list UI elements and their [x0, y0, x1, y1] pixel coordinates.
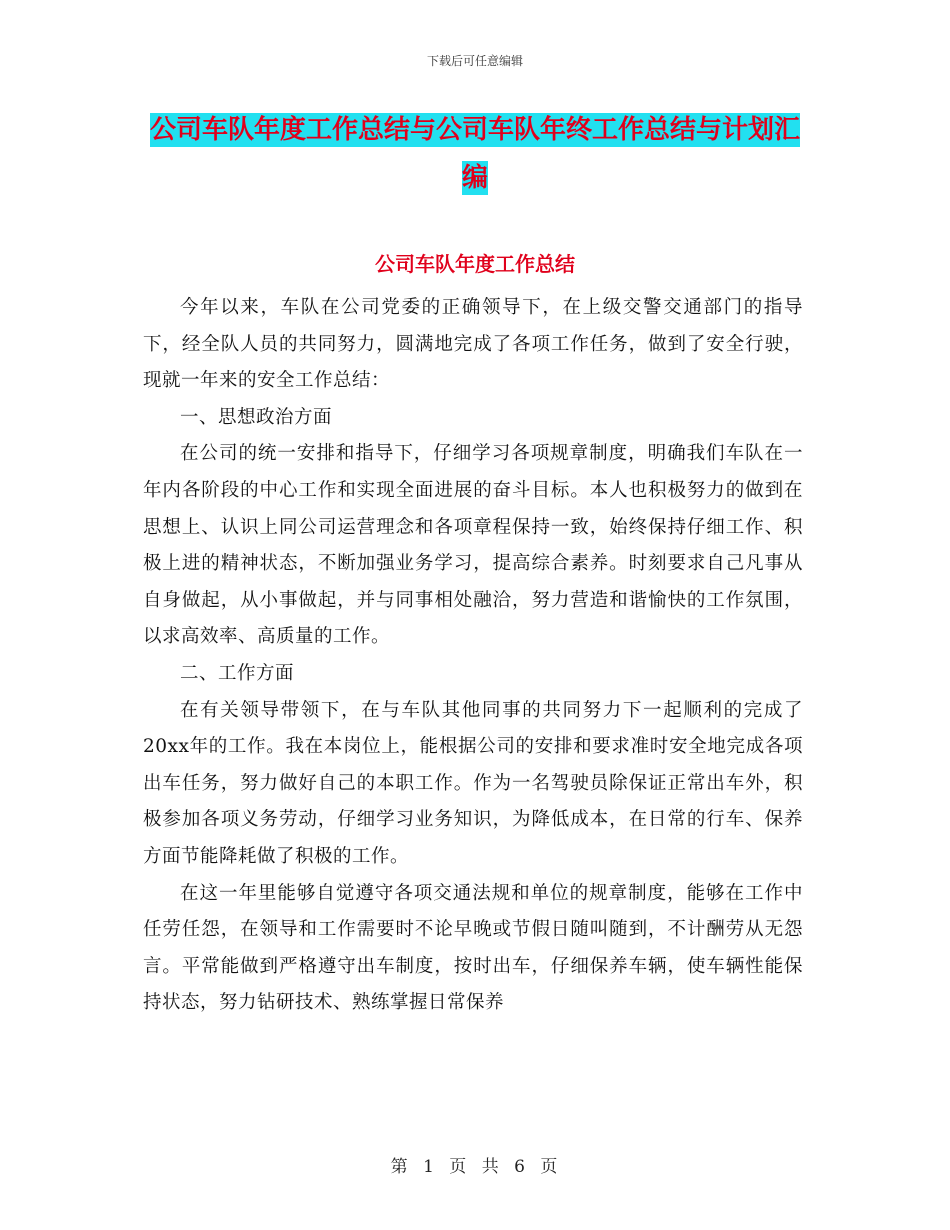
paragraph-intro: 今年以来，车队在公司党委的正确领导下，在上级交警交通部门的指导下，经全队人员的共同努力，圆满地完成了各项工作任务，做到了安全行驶，现就一年来的安全工作总结： — [143, 297, 803, 392]
document-title-text: 公司车队年度工作总结与公司车队年终工作总结与计划汇编 — [149, 115, 800, 193]
heading-political: 一、思想政治方面 — [180, 406, 333, 428]
paragraph-discipline: 在这一年里能够自觉遵守各项交通法规和单位的规章制度，能够在工作中任劳任怨，在领导和工作需要时不论早晚或节假日随叫随到，不计酬劳从无怨言。平常能做到严格遵守出车制度，按时出车，仔细保养车辆，使车辆性能保持状态，努力钻研技术、熟练掌握日常保养 — [143, 882, 803, 1014]
heading-work: 二、工作方面 — [180, 662, 295, 684]
section-title: 公司车队年度工作总结 — [375, 252, 575, 276]
page-number: 第 1 页 共 6 页 — [390, 1157, 560, 1177]
document-title — [140, 106, 810, 202]
paragraph-political: 在公司的统一安排和指导下，仔细学习各项规章制度，明确我们车队在一年内各阶段的中心工作和实现全面进展的奋斗目标。本人也积极努力的做到在思想上、认识上同公司运营理念和各项章程保持一致，始终保持仔细工作、积极上进的精神状态，不断加强业务学习，提高综合素养。时刻要求自己凡事从自身做起，从小事做起，并与同事相处融洽，努力营造和谐愉快的工作氛围，以求高效率、高质量的工作。 — [143, 443, 803, 648]
header-note: 下载后可任意编辑 — [426, 54, 523, 68]
paragraph-work: 在有关领导带领下，在与车队其他同事的共同努力下一起顺利的完成了20xx年的工作。我在本岗位上，能根据公司的安排和要求准时安全地完成各项出车任务，努力做好自己的本职工作。作为一名驾驶员除保证正常出车外，积极参加各项义务劳动，仔细学习业务知识，为降低成本，在日常的行车、保养方面节能降耗做了积极的工作。 — [143, 699, 803, 867]
document-body — [143, 290, 803, 1022]
